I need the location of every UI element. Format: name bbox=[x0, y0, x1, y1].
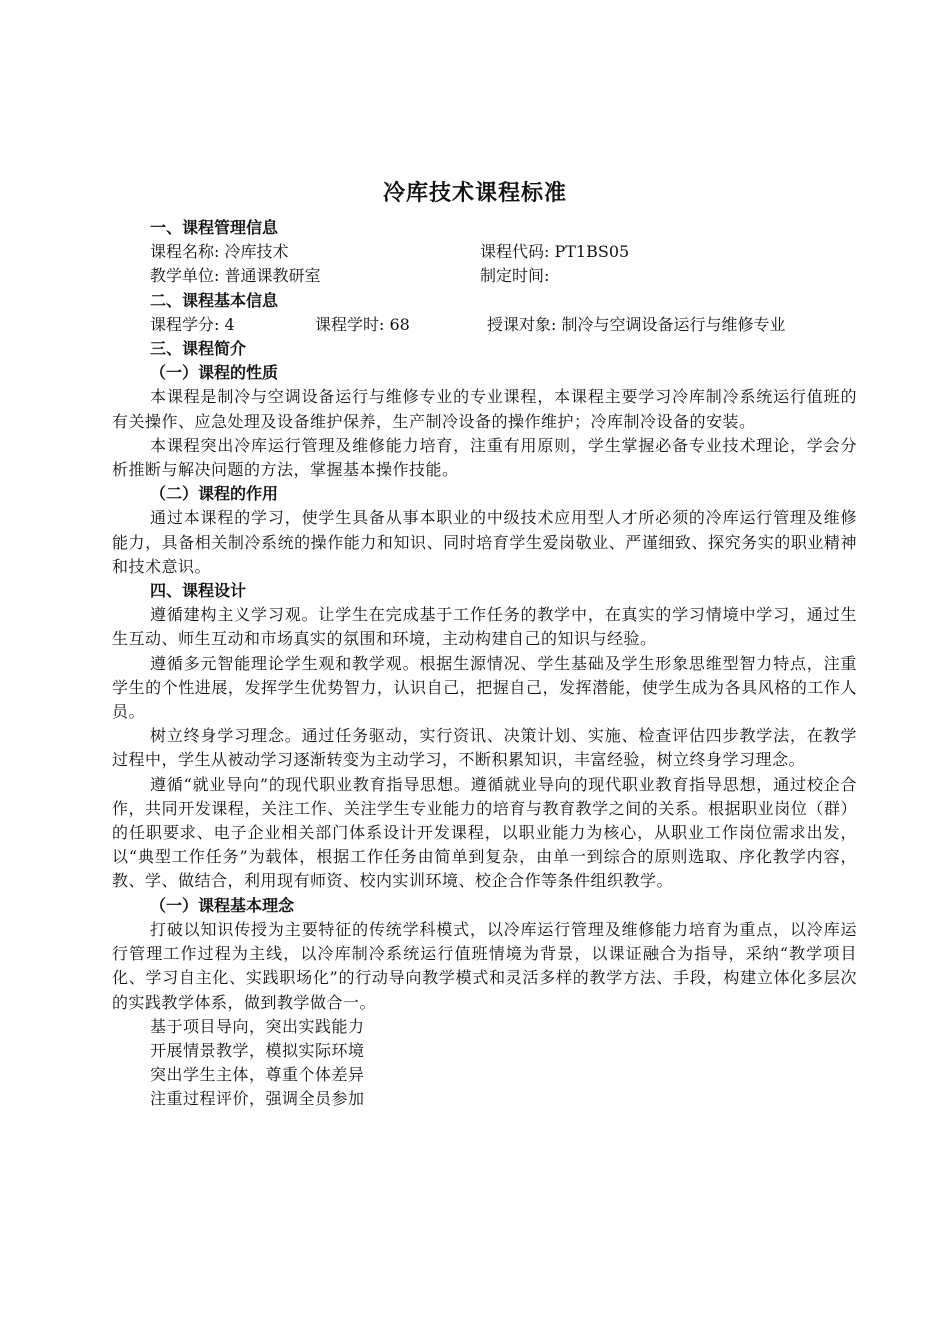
info-row bbox=[112, 264, 857, 288]
paragraph: 遵循多元智能理论学生观和教学观。根据生源情况、学生基础及学生形象思维型智力特点，注重学生的个性进展，发挥学生优势智力，认识自己，把握自己，发挥潜能，使学生成为各具风格的工作人员。 bbox=[112, 653, 857, 722]
subsection-heading: （一）课程的性质 bbox=[150, 363, 279, 383]
list-item: 突出学生主体，尊重个体差异 bbox=[150, 1065, 365, 1085]
creation-date: 制定时间: bbox=[480, 266, 550, 286]
subsection-heading: （二）课程的作用 bbox=[150, 484, 279, 504]
course-code: 课程代码: PT1BS05 bbox=[480, 242, 630, 262]
paragraph: 打破以知识传授为主要特征的传统学科模式，以冷库运行管理及维修能力培育为重点，以冷库运行管理工作过程为主线，以冷库制冷系统运行值班情境为背景，以课证融合为指导，采纳“教学项目化、学习自主化、实践职场化”的行动导向教学模式和灵活多样的教学方法、手段，构建立体化多层次的实践教学体系，做到教学做合一。 bbox=[112, 919, 857, 1012]
document-body bbox=[112, 216, 857, 1112]
list-item: 注重过程评价，强调全员参加 bbox=[150, 1089, 365, 1109]
paragraph: 树立终身学习理念。通过任务驱动，实行资讯、决策计划、实施、检查评估四步教学法，在教学过程中，学生从被动学习逐渐转变为主动学习，不断积累知识，丰富经验，树立终身学习理念。 bbox=[112, 726, 857, 770]
teaching-unit: 教学单位: 普通课教研室 bbox=[150, 266, 321, 286]
paragraph: 遵循“就业导向”的现代职业教育指导思想。遵循就业导向的现代职业教育指导思想，通过校企合作，共同开发课程，关注工作、关注学生专业能力的培育与教育教学之间的关系。根据职业岗位（群）的任职要求、电子企业相关部门体系设计开发课程，以职业能力为核心，从职业工作岗位需求出发，以“典型工作任务”为载体，根据工作任务由简单到复杂，由单一到综合的原则选取、序化教学内容，教、学、做结合，利用现有师资、校内实训环境、校企合作等条件组织教学。 bbox=[112, 774, 857, 891]
info-row bbox=[112, 313, 857, 337]
course-hours: 课程学时: 68 bbox=[315, 314, 410, 334]
section-heading: 四、课程设计 bbox=[150, 581, 247, 601]
paragraph: 本课程突出冷库运行管理及维修能力培育，注重有用原则，学生掌握必备专业技术理论，学会分析推断与解决问题的方法，掌握基本操作技能。 bbox=[112, 435, 857, 480]
course-name: 课程名称: 冷库技术 bbox=[150, 242, 289, 262]
paragraph: 本课程是制冷与空调设备运行与维修专业的专业课程，本课程主要学习冷库制冷系统运行值班的有关操作、应急处理及设备维护保养，生产制冷设备的操作维护；冷库制冷设备的安装。 bbox=[112, 387, 857, 431]
subsection-heading: （一）课程基本理念 bbox=[150, 895, 295, 915]
paragraph: 遵循建构主义学习观。让学生在完成基于工作任务的教学中，在真实的学习情境中学习，通过生生互动、师生互动和市场真实的氛围和环境，主动构建自己的知识与经验。 bbox=[112, 605, 857, 649]
document-title: 冷库技术课程标准 bbox=[382, 181, 567, 206]
section-heading: 二、课程基本信息 bbox=[150, 290, 279, 310]
section-heading: 一、课程管理信息 bbox=[150, 218, 279, 237]
section-heading: 三、课程简介 bbox=[150, 339, 247, 359]
list-item: 基于项目导向，突出实践能力 bbox=[150, 1016, 365, 1036]
paragraph: 通过本课程的学习，使学生具备从事本职业的中级技术应用型人才所必须的冷库运行管理及维修能力，具备相关制冷系统的操作能力和知识、同时培育学生爱岗敬业、严谨细致、探究务实的职业精神和技术意识。 bbox=[112, 508, 857, 576]
course-target: 授课对象: 制冷与空调设备运行与维修专业 bbox=[487, 314, 786, 334]
list-item: 开展情景教学，模拟实际环境 bbox=[150, 1040, 365, 1060]
course-credits: 课程学分: 4 bbox=[150, 314, 235, 334]
info-row bbox=[112, 240, 857, 264]
